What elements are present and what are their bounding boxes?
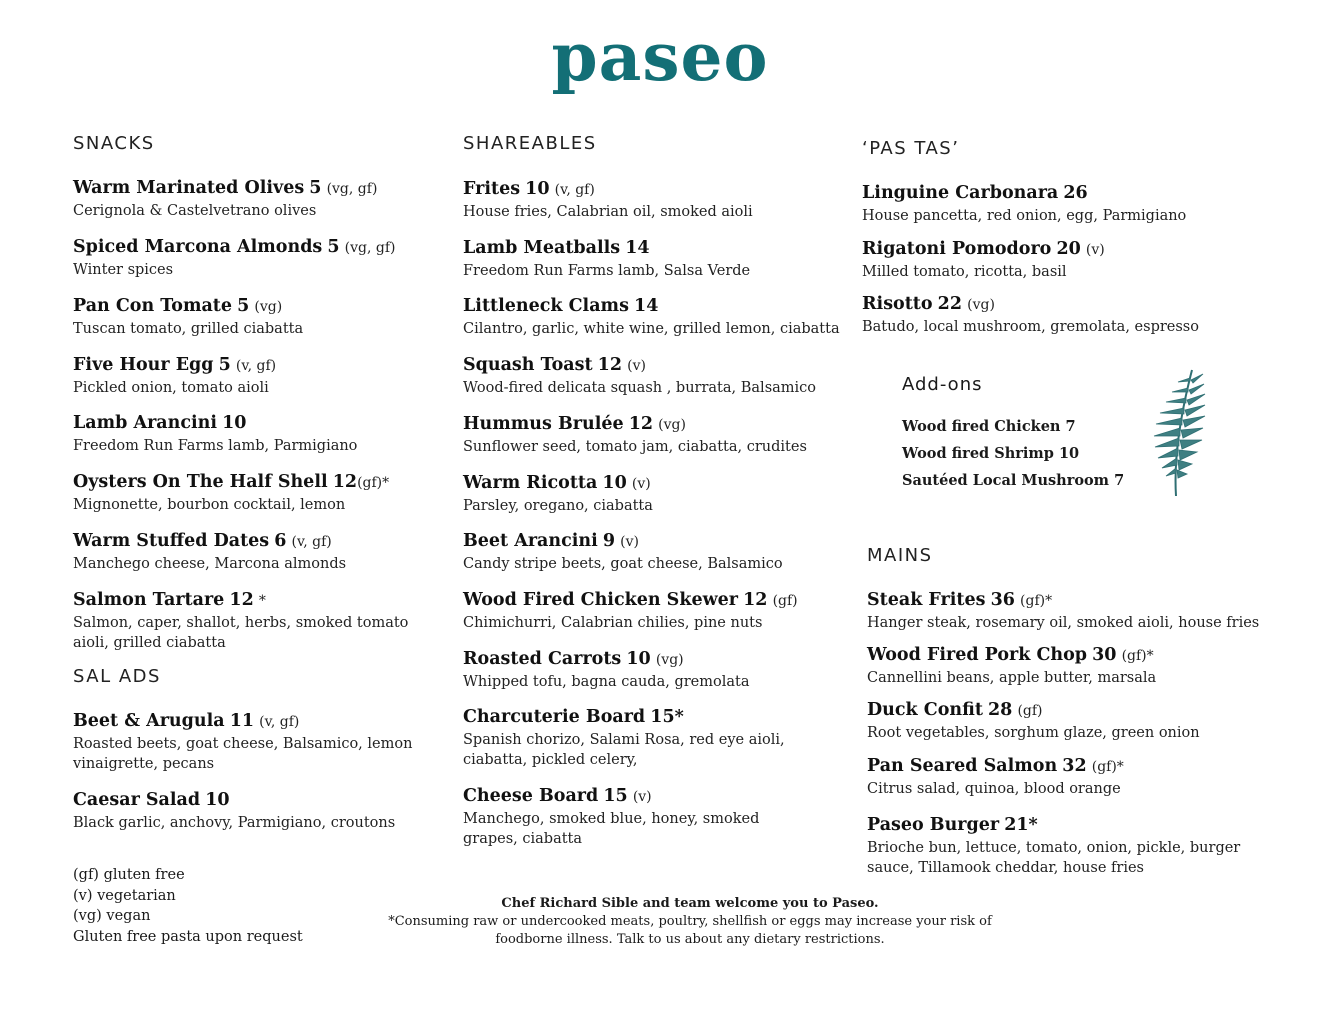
item-desc: Cerignola & Castelvetrano olives (73, 203, 317, 219)
item-name: Beet & Arugula (73, 711, 225, 731)
item-diet: (gf)* (1091, 759, 1124, 775)
item-desc: Black garlic, anchovy, Parmigiano, croutons (73, 815, 396, 831)
item-diet: (v) (631, 476, 651, 492)
item-name: Risotto (862, 294, 933, 314)
item-desc: Milled tomato, ricotta, basil (862, 264, 1067, 280)
salads-title: SAL ADS (73, 666, 161, 687)
item-diet: (v, gf) (291, 534, 332, 550)
paseo-logo: paseo (551, 18, 769, 96)
item-desc: House pancetta, red onion, egg, Parmigiano (862, 208, 1187, 224)
menu-item-rigatoni-pomodoro (862, 239, 1105, 282)
item-name: Warm Marinated Olives (73, 178, 305, 198)
menu-item-lamb-arancini (73, 413, 357, 456)
item-price: 10 (222, 413, 247, 433)
item-price: 10 (205, 790, 230, 810)
menu-item-warm-ricotta (463, 473, 653, 516)
legend-gf: (gf) gluten free (73, 867, 185, 883)
snacks-title: SNACKS (73, 133, 155, 154)
addon-name: Sautéed Local Mushroom (902, 472, 1110, 489)
item-desc: Cilantro, garlic, white wine, grilled lemon, ciabatta (463, 321, 840, 337)
item-desc: Hanger steak, rosemary oil, smoked aioli, house fries (867, 615, 1260, 631)
mains-title: MAINS (867, 545, 933, 566)
footer-note (380, 895, 1000, 949)
item-name: Pan Con Tomate (73, 296, 233, 316)
menu-item-chicken-skewer (463, 590, 798, 633)
item-price: 14 (625, 238, 650, 258)
item-name: Lamb Meatballs (463, 238, 621, 258)
item-desc: Manchego cheese, Marcona almonds (73, 556, 347, 572)
item-diet: (gf)* (357, 475, 390, 491)
item-desc: Whipped tofu, bagna cauda, gremolata (463, 674, 750, 690)
item-desc: Winter spices (73, 262, 174, 278)
raw-food-notice: *Consuming raw or undercooked meats, poultry, shellfish or eggs may increase your risk of foodborne illness. Talk to us about any dietary restrictions. (388, 914, 992, 947)
menu-item-warm-marinated-olives (73, 178, 377, 221)
item-diet: (gf)* (1020, 593, 1053, 609)
item-desc: Freedom Run Farms lamb, Parmigiano (73, 438, 358, 454)
addon-name: Wood fired Shrimp (902, 445, 1054, 462)
menu-item-pork-chop (867, 645, 1156, 688)
pastas-title: ‘PAS TAS’ (862, 138, 960, 159)
item-name: Oysters On The Half Shell (73, 472, 328, 492)
item-desc: Chimichurri, Calabrian chilies, pine nuts (463, 615, 763, 631)
item-diet: (vg, gf) (344, 240, 396, 256)
item-desc: Parsley, oregano, ciabatta (463, 498, 653, 514)
item-name: Caesar Salad (73, 790, 201, 810)
item-price: 5 (327, 237, 340, 257)
item-desc: Cannellini beans, apple butter, marsala (867, 670, 1157, 686)
addon-shrimp (902, 445, 1079, 462)
item-price: 11 (229, 711, 255, 731)
shareables-title: SHAREABLES (463, 133, 597, 154)
menu-item-littleneck-clams (463, 296, 840, 339)
item-price: 12 (597, 355, 623, 375)
addons-title: Add-ons (902, 374, 983, 395)
addon-price: 7 (1114, 472, 1125, 489)
menu-item-risotto (862, 294, 1199, 337)
item-diet: (gf) (772, 593, 798, 609)
legend-vg: (vg) vegan (73, 908, 151, 924)
item-price: 6 (274, 531, 287, 551)
menu-item-frites (463, 179, 753, 222)
item-diet: * (258, 593, 266, 609)
item-name: Beet Arancini (463, 531, 598, 551)
item-desc: Manchego, smoked blue, honey, smoked grapes, ciabatta (463, 811, 760, 847)
menu-item-cheese-board (463, 786, 808, 849)
menu-item-salmon-tartare (73, 590, 413, 653)
item-name: Warm Stuffed Dates (73, 531, 270, 551)
item-desc: Sunflower seed, tomato jam, ciabatta, crudites (463, 439, 807, 455)
menu-item-steak-frites (867, 590, 1259, 633)
item-price: 21* (1004, 815, 1038, 835)
item-name: Wood Fired Chicken Skewer (463, 590, 739, 610)
item-name: Pan Seared Salmon (867, 756, 1058, 776)
item-price: 26 (1063, 183, 1088, 203)
item-name: Hummus Brulée (463, 414, 624, 434)
item-price: 10 (626, 649, 651, 669)
menu-item-caesar-salad (73, 790, 395, 833)
item-price: 22 (937, 294, 963, 314)
menu-item-beet-arugula (73, 711, 413, 774)
item-price: 15 (603, 786, 628, 806)
item-desc: Spanish chorizo, Salami Rosa, red eye aioli, ciabatta, pickled celery, (463, 732, 785, 768)
item-name: Frites (463, 179, 521, 199)
addon-price: 10 (1058, 445, 1080, 462)
menu-item-squash-toast (463, 355, 816, 398)
legend-v: (v) vegetarian (73, 887, 176, 904)
item-diet: (v) (632, 789, 652, 805)
menu-item-duck-confit (867, 700, 1200, 743)
item-name: Lamb Arancini (73, 413, 218, 433)
item-desc: Salmon, caper, shallot, herbs, smoked tomato aioli, grilled ciabatta (73, 615, 409, 651)
item-desc: Candy stripe beets, goat cheese, Balsamico (463, 556, 783, 572)
menu-item-pan-con-tomate (73, 296, 303, 339)
menu-item-linguine-carbonara (862, 183, 1186, 226)
menu-item-warm-stuffed-dates (73, 531, 346, 574)
item-price: 28 (988, 700, 1013, 720)
item-price: 9 (602, 531, 616, 551)
item-diet: (v) (620, 534, 639, 550)
item-diet: (vg) (655, 652, 684, 668)
item-diet: (vg) (967, 297, 995, 313)
item-name: Charcuterie Board (463, 707, 646, 727)
item-desc: Batudo, local mushroom, gremolata, espresso (862, 319, 1199, 335)
item-price: 10 (525, 179, 550, 199)
addon-name: Wood fired Chicken (902, 418, 1061, 435)
item-price: 14 (634, 296, 659, 316)
item-diet: (vg, gf) (326, 181, 378, 197)
item-price: 15* (650, 707, 684, 727)
item-desc: House fries, Calabrian oil, smoked aioli (463, 204, 753, 220)
diet-legend (73, 865, 303, 947)
item-price: 30 (1092, 645, 1117, 665)
item-price: 5 (237, 296, 250, 316)
item-name: Steak Frites (867, 590, 986, 610)
menu-item-spiced-marcona-almonds (73, 237, 396, 280)
menu-item-five-hour-egg (73, 355, 276, 398)
item-price: 12 (743, 590, 768, 610)
item-name: Squash Toast (463, 355, 593, 375)
item-name: Roasted Carrots (463, 649, 622, 669)
item-name: Linguine Carbonara (862, 183, 1059, 203)
item-name: Rigatoni Pomodoro (862, 239, 1052, 259)
item-desc: Freedom Run Farms lamb, Salsa Verde (463, 263, 751, 279)
item-diet: (vg) (658, 417, 686, 433)
item-price: 12 (628, 414, 654, 434)
menu-item-pan-seared-salmon (867, 756, 1124, 799)
addon-chicken (902, 418, 1076, 435)
menu-item-roasted-carrots (463, 649, 749, 692)
item-name: Paseo Burger (867, 815, 1000, 835)
menu-item-lamb-meatballs (463, 238, 750, 281)
item-name: Warm Ricotta (463, 473, 598, 493)
fern-icon (1128, 364, 1218, 499)
item-price: 32 (1062, 756, 1087, 776)
item-desc: Mignonette, bourbon cocktail, lemon (73, 497, 346, 513)
item-price: 10 (602, 473, 627, 493)
item-desc: Tuscan tomato, grilled ciabatta (73, 321, 304, 337)
item-diet: (gf)* (1121, 648, 1154, 664)
item-price: 20 (1056, 239, 1081, 259)
menu-item-paseo-burger (867, 815, 1252, 878)
item-price: 12 (229, 590, 254, 610)
item-diet: (v, gf) (554, 182, 595, 198)
item-diet: (vg) (254, 299, 283, 315)
item-diet: (v) (627, 358, 646, 374)
menu-item-oysters (73, 472, 389, 515)
item-name: Salmon Tartare (73, 590, 225, 610)
menu-item-hummus-brulee (463, 414, 807, 457)
legend-gf-pasta: Gluten free pasta upon request (73, 928, 303, 945)
item-diet: (gf) (1017, 703, 1043, 719)
addon-mushroom (902, 472, 1124, 489)
item-desc: Roasted beets, goat cheese, Balsamico, lemon vinaigrette, pecans (73, 736, 413, 772)
item-desc: Citrus salad, quinoa, blood orange (867, 781, 1121, 797)
item-price: 5 (218, 355, 231, 375)
addon-price: 7 (1065, 418, 1076, 435)
item-name: Duck Confit (867, 700, 983, 720)
item-name: Littleneck Clams (463, 296, 629, 316)
item-name: Cheese Board (463, 786, 599, 806)
item-desc: Brioche bun, lettuce, tomato, onion, pickle, burger sauce, Tillamook cheddar, house fries (867, 840, 1241, 876)
item-price: 5 (309, 178, 322, 198)
item-diet: (v, gf) (259, 714, 300, 730)
item-price: 36 (990, 590, 1015, 610)
item-name: Five Hour Egg (73, 355, 214, 375)
menu-item-beet-arancini (463, 531, 783, 574)
item-desc: Root vegetables, sorghum glaze, green onion (867, 725, 1200, 741)
item-name: Wood Fired Pork Chop (867, 645, 1088, 665)
item-name: Spiced Marcona Almonds (73, 237, 323, 257)
item-desc: Wood-fired delicata squash , burrata, Balsamico (463, 380, 817, 396)
chef-welcome: Chef Richard Sible and team welcome you to Paseo. (501, 896, 879, 911)
item-diet: (v, gf) (235, 358, 277, 374)
menu-item-charcuterie-board (463, 707, 793, 770)
item-diet: (v) (1085, 242, 1105, 258)
item-price: 12 (332, 472, 358, 492)
item-desc: Pickled onion, tomato aioli (73, 380, 269, 396)
